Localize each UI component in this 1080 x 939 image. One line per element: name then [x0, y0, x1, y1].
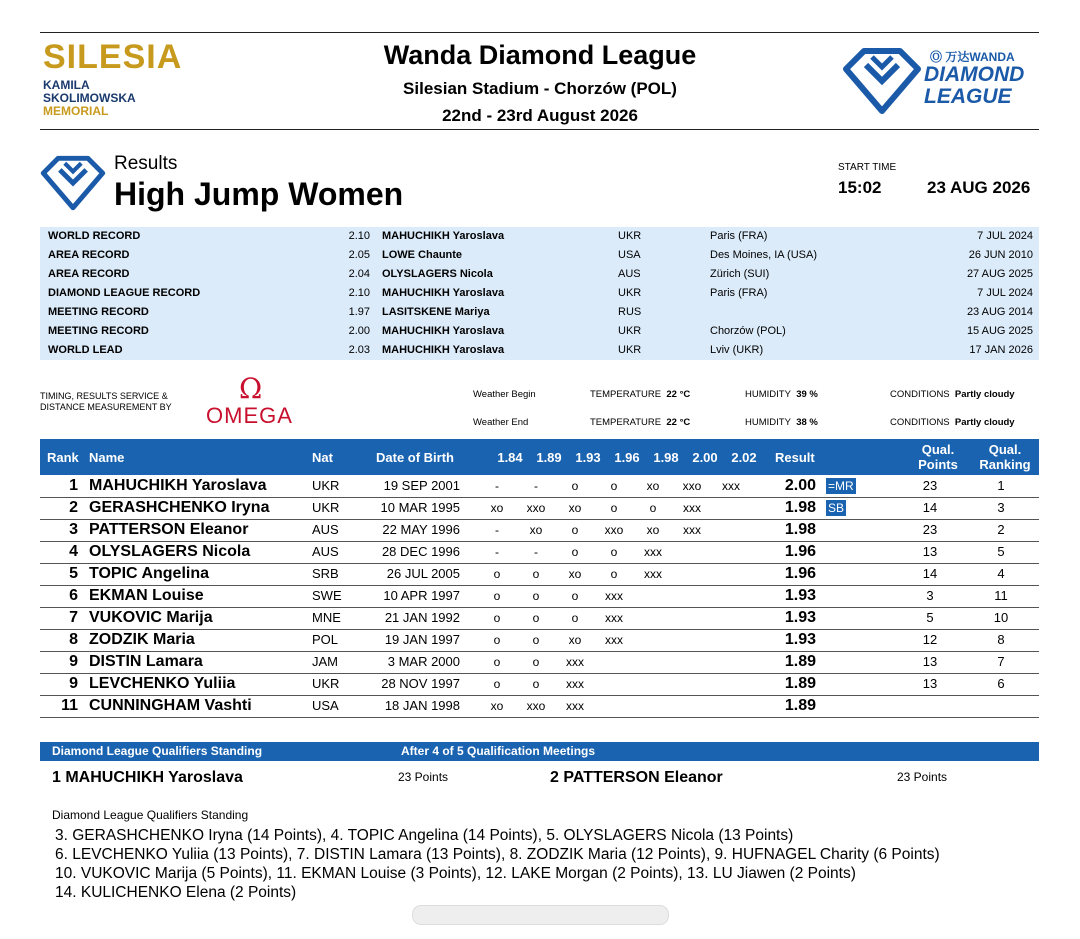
header-height: 1.89	[536, 450, 562, 465]
header-date-of-birth: Date of Birth	[376, 450, 454, 465]
row-nat: SWE	[312, 588, 342, 603]
record-date: 27 AUG 2025	[966, 268, 1033, 280]
header-qual-ranking-line1: Qual.	[988, 442, 1022, 457]
meeting-title: Wanda Diamond League	[383, 40, 697, 70]
temperature-value: 22 °C	[666, 417, 691, 428]
row-rank: 4	[69, 543, 78, 560]
record-date: 15 AUG 2025	[966, 325, 1033, 337]
event-name: High Jump Women	[114, 176, 404, 212]
row-nat: UKR	[312, 676, 340, 691]
row-rank: 1	[69, 477, 78, 494]
record-place: Lviv (UKR)	[710, 344, 764, 356]
row-record-badge: SB	[828, 501, 845, 515]
row-result: 1.89	[784, 675, 816, 692]
silesia-line-1: KAMILA	[43, 78, 90, 92]
record-place: Paris (FRA)	[710, 287, 768, 299]
row-record-badge: =MR	[828, 479, 854, 493]
record-place: Chorzów (POL)	[710, 325, 786, 337]
record-value: 2.10	[348, 230, 370, 242]
row-attempt: o	[532, 677, 540, 691]
row-attempt: xxx	[605, 611, 623, 625]
row-result: 1.96	[784, 543, 816, 560]
record-date: 23 AUG 2014	[966, 306, 1033, 318]
row-qual-points: 12	[922, 632, 938, 647]
row-qual-points: 14	[922, 566, 938, 581]
row-attempt: o	[610, 501, 618, 515]
record-row	[40, 227, 1039, 246]
row-result: 1.93	[784, 631, 816, 648]
row-attempt: o	[493, 633, 501, 647]
conditions-value: Partly cloudy	[954, 417, 1015, 428]
header-result: Result	[775, 450, 815, 465]
omega-logo: OMEGA	[206, 403, 293, 428]
record-place: Zürich (SUI)	[710, 268, 770, 280]
record-name: LASITSKENE Mariya	[382, 306, 490, 318]
record-name: OLYSLAGERS Nicola	[382, 268, 493, 280]
header-height: 2.00	[692, 450, 718, 465]
row-nat: UKR	[312, 478, 340, 493]
row-result: 1.93	[784, 609, 816, 626]
header-qual-points-line2: Points	[918, 457, 958, 472]
row-nat: AUS	[312, 522, 339, 537]
record-nat: AUS	[618, 268, 641, 280]
row-attempt: xxo	[526, 699, 546, 713]
row-athlete-name: EKMAN Louise	[89, 587, 204, 604]
row-date-of-birth: 10 MAR 1995	[380, 500, 460, 515]
row-rank: 8	[69, 631, 78, 648]
row-qual-points: 3	[926, 588, 934, 603]
row-attempt: o	[610, 545, 618, 559]
row-attempt: o	[532, 611, 540, 625]
record-row	[40, 265, 1039, 284]
row-attempt: -	[495, 523, 499, 537]
standings-line: 6. LEVCHENKO Yuliia (13 Points), 7. DISTIN Lamara (13 Points), 8. ZODZIK Maria (12 Points), 9. HUFNAGEL Charity (6 Points)	[55, 846, 940, 863]
record-nat: RUS	[618, 306, 642, 318]
table-row	[40, 497, 1039, 520]
row-attempt: xo	[490, 699, 504, 713]
weather-begin-humidity	[745, 389, 818, 400]
row-attempt: o	[493, 589, 501, 603]
row-attempt: o	[493, 567, 501, 581]
humidity-label: HUMIDITY	[745, 417, 791, 428]
row-result: 2.00	[784, 477, 816, 494]
record-label: MEETING RECORD	[48, 306, 149, 318]
row-nat: JAM	[312, 654, 338, 669]
header-height: 1.84	[497, 450, 523, 465]
row-attempt: o	[571, 611, 579, 625]
row-nat: AUS	[312, 544, 339, 559]
row-attempt: xxx	[722, 479, 740, 493]
table-row	[40, 541, 1039, 564]
wanda-brand: Ⓞ 万达WANDA	[930, 50, 1015, 64]
row-rank: 2	[69, 499, 78, 516]
weather-end-temperature	[590, 417, 690, 428]
header-qual-ranking	[972, 442, 1038, 472]
row-attempt: o	[571, 479, 579, 493]
humidity-value: 38 %	[796, 417, 818, 428]
weather-begin-conditions	[890, 389, 1015, 400]
row-qual-ranking: 11	[994, 588, 1008, 603]
row-attempt: o	[610, 479, 618, 493]
row-qual-points: 14	[922, 500, 938, 515]
row-athlete-name: OLYSLAGERS Nicola	[89, 543, 251, 560]
row-date-of-birth: 18 JAN 1998	[384, 698, 460, 713]
row-attempt: -	[495, 479, 499, 493]
row-attempt: o	[493, 655, 501, 669]
diamond-league-logo-icon	[842, 47, 922, 115]
row-qual-points: 13	[922, 544, 938, 559]
row-qual-ranking: 1	[997, 478, 1005, 493]
row-result: 1.98	[784, 499, 816, 516]
row-date-of-birth: 26 JUL 2005	[386, 566, 460, 581]
row-attempt: o	[532, 567, 540, 581]
record-date: 26 JUN 2010	[968, 249, 1033, 261]
standings-bar-title: Diamond League Qualifiers Standing	[52, 744, 263, 758]
row-attempt: xxx	[605, 589, 623, 603]
row-attempt: o	[493, 677, 501, 691]
row-date-of-birth: 21 JAN 1992	[384, 610, 460, 625]
record-label: AREA RECORD	[48, 268, 130, 280]
record-value: 2.10	[348, 287, 370, 299]
record-name: MAHUCHIKH Yaroslava	[382, 287, 505, 299]
record-label: DIAMOND LEAGUE RECORD	[48, 287, 201, 299]
row-attempt: xxx	[683, 523, 701, 537]
row-attempt: xxo	[526, 501, 546, 515]
temperature-value: 22 °C	[666, 389, 691, 400]
table-row	[40, 475, 1039, 498]
row-attempt: xo	[646, 479, 660, 493]
header-height: 1.93	[575, 450, 601, 465]
row-qual-points: 13	[922, 676, 938, 691]
weather-begin-temperature	[590, 389, 690, 400]
record-value: 2.03	[348, 344, 370, 356]
weather-end-humidity	[745, 417, 818, 428]
conditions-label: CONDITIONS	[890, 417, 950, 428]
standings-bar-after: After 4 of 5 Qualification Meetings	[401, 744, 596, 758]
row-rank: 7	[69, 609, 78, 626]
row-nat: SRB	[312, 566, 339, 581]
table-row	[40, 629, 1039, 652]
header-qual-ranking-line2: Ranking	[979, 457, 1031, 472]
record-name: MAHUCHIKH Yaroslava	[382, 325, 505, 337]
conditions-label: CONDITIONS	[890, 389, 950, 400]
row-attempt: xxx	[566, 699, 584, 713]
record-place: Des Moines, IA (USA)	[710, 249, 817, 261]
table-row	[40, 607, 1039, 630]
row-attempt: o	[493, 611, 501, 625]
row-rank: 11	[61, 697, 78, 714]
row-date-of-birth: 3 MAR 2000	[387, 654, 460, 669]
record-name: MAHUCHIKH Yaroslava	[382, 344, 505, 356]
row-qual-ranking: 3	[997, 500, 1005, 515]
row-attempt: xo	[646, 523, 660, 537]
standings-list	[55, 826, 940, 902]
dl-word-1: DIAMOND	[924, 63, 1025, 86]
header-rank: Rank	[47, 450, 79, 465]
row-date-of-birth: 10 APR 1997	[383, 588, 460, 603]
table-row	[40, 563, 1039, 586]
record-date: 7 JUL 2024	[977, 230, 1033, 242]
meeting-venue: Silesian Stadium - Chorzów (POL)	[403, 79, 677, 98]
row-athlete-name: PATTERSON Eleanor	[89, 521, 249, 538]
row-date-of-birth: 19 SEP 2001	[383, 478, 460, 493]
weather-end-label: Weather End	[473, 417, 529, 428]
row-athlete-name: MAHUCHIKH Yaroslava	[89, 477, 267, 494]
dl-word-2: LEAGUE	[924, 85, 1012, 108]
silesia-line-2: SKOLIMOWSKA	[43, 91, 136, 105]
row-attempt: xxo	[604, 523, 624, 537]
standings-label: Diamond League Qualifiers Standing	[52, 808, 249, 822]
row-result: 1.98	[784, 521, 816, 538]
row-attempt: xxx	[566, 655, 584, 669]
row-attempt: xxx	[644, 567, 662, 581]
row-date-of-birth: 22 MAY 1996	[382, 522, 460, 537]
row-attempt: -	[495, 545, 499, 559]
record-label: WORLD LEAD	[48, 344, 123, 356]
table-row	[40, 519, 1039, 542]
record-name: LOWE Chaunte	[382, 249, 463, 261]
record-place: Paris (FRA)	[710, 230, 768, 242]
row-qual-ranking: 8	[997, 632, 1005, 647]
row-attempt: o	[649, 501, 657, 515]
results-table-header	[40, 439, 1039, 475]
row-attempt: xo	[529, 523, 543, 537]
record-row	[40, 246, 1039, 265]
table-row	[40, 695, 1039, 718]
row-attempt: -	[534, 479, 538, 493]
standing-second-points: 23 Points	[897, 770, 948, 784]
conditions-value: Partly cloudy	[954, 389, 1015, 400]
record-nat: UKR	[618, 287, 642, 299]
record-value: 2.05	[348, 249, 370, 261]
row-attempt: xxx	[644, 545, 662, 559]
row-date-of-birth: 28 NOV 1997	[381, 676, 460, 691]
record-row	[40, 341, 1039, 360]
header-qual-points	[908, 442, 968, 472]
row-qual-ranking: 5	[997, 544, 1005, 559]
row-qual-ranking: 2	[997, 522, 1005, 537]
record-name: MAHUCHIKH Yaroslava	[382, 230, 505, 242]
row-attempt: o	[532, 633, 540, 647]
omega-symbol-icon: Ω	[239, 372, 263, 405]
row-qual-ranking: 6	[997, 676, 1005, 691]
top-rule	[40, 32, 1039, 33]
row-qual-points: 13	[922, 654, 938, 669]
row-attempt: xo	[568, 567, 582, 581]
row-attempt: o	[571, 589, 579, 603]
record-nat: UKR	[618, 325, 642, 337]
record-row	[40, 322, 1039, 341]
row-athlete-name: LEVCHENKO Yuliia	[89, 675, 236, 692]
row-rank: 3	[69, 521, 78, 538]
start-time: 15:02	[838, 178, 882, 197]
record-label: MEETING RECORD	[48, 325, 149, 337]
record-date: 17 JAN 2026	[969, 344, 1033, 356]
start-time-label: START TIME	[838, 162, 897, 173]
header-name: Name	[89, 450, 125, 465]
record-value: 1.97	[348, 306, 370, 318]
row-attempt: xxx	[683, 501, 701, 515]
record-label: WORLD RECORD	[48, 230, 141, 242]
diamond-league-wordmark	[924, 64, 1024, 108]
row-attempt: xxx	[605, 633, 623, 647]
temperature-label: TEMPERATURE	[590, 389, 662, 400]
row-athlete-name: GERASHCHENKO Iryna	[89, 499, 270, 516]
standings-line: 14. KULICHENKO Elena (2 Points)	[55, 884, 297, 901]
weather-end-conditions	[890, 417, 1015, 428]
timing-credit	[40, 391, 172, 413]
record-row	[40, 284, 1039, 303]
row-nat: MNE	[312, 610, 341, 625]
row-result: 1.89	[784, 653, 816, 670]
humidity-value: 39 %	[796, 389, 818, 400]
silesia-logo-word: SILESIA	[43, 38, 183, 76]
diamond-icon	[40, 155, 106, 211]
temperature-label: TEMPERATURE	[590, 417, 662, 428]
row-nat: UKR	[312, 500, 340, 515]
header-bottom-rule	[40, 129, 1039, 130]
record-value: 2.00	[348, 325, 370, 337]
record-nat: UKR	[618, 230, 642, 242]
header-qual-points-line1: Qual.	[921, 442, 955, 457]
row-qual-ranking: 7	[997, 654, 1005, 669]
record-row	[40, 303, 1039, 322]
table-row	[40, 673, 1039, 696]
standings-line: 3. GERASHCHENKO Iryna (14 Points), 4. TOPIC Angelina (14 Points), 5. OLYSLAGERS Nicola (13 Points)	[55, 827, 794, 844]
record-nat: USA	[618, 249, 641, 261]
row-attempt: o	[610, 567, 618, 581]
row-athlete-name: DISTIN Lamara	[89, 653, 203, 670]
table-row	[40, 585, 1039, 608]
row-qual-points: 5	[926, 610, 934, 625]
row-rank: 9	[69, 653, 78, 670]
row-qual-ranking: 4	[997, 566, 1005, 581]
horizontal-scrollbar[interactable]	[412, 905, 669, 925]
humidity-label: HUMIDITY	[745, 389, 791, 400]
row-result: 1.89	[784, 697, 816, 714]
row-attempt: -	[534, 545, 538, 559]
header-height: 1.98	[653, 450, 679, 465]
results-label: Results	[114, 153, 178, 174]
row-date-of-birth: 19 JAN 1997	[384, 632, 460, 647]
standing-second: 2 PATTERSON Eleanor	[550, 769, 723, 786]
record-value: 2.04	[348, 268, 370, 280]
record-date: 7 JUL 2024	[977, 287, 1033, 299]
standings-bar	[40, 742, 1039, 761]
silesia-line-3: MEMORIAL	[43, 104, 109, 118]
weather-begin-label: Weather Begin	[473, 389, 536, 400]
row-attempt: xo	[568, 501, 582, 515]
record-nat: UKR	[618, 344, 642, 356]
row-attempt: o	[571, 523, 579, 537]
row-athlete-name: VUKOVIC Marija	[89, 609, 213, 626]
standings-line: 10. VUKOVIC Marija (5 Points), 11. EKMAN Louise (3 Points), 12. LAKE Morgan (2 Points), 13. LU Jiawen (2 Points)	[55, 865, 856, 882]
timing-line-1: TIMING, RESULTS SERVICE &	[40, 391, 168, 401]
row-athlete-name: ZODZIK Maria	[89, 631, 195, 648]
records-panel	[40, 227, 1039, 360]
timing-line-2: DISTANCE MEASUREMENT BY	[40, 402, 172, 412]
table-row	[40, 651, 1039, 674]
row-qual-points: 23	[922, 522, 938, 537]
row-date-of-birth: 28 DEC 1996	[381, 544, 460, 559]
row-attempt: o	[532, 655, 540, 669]
row-rank: 9	[69, 675, 78, 692]
row-attempt: xxx	[566, 677, 584, 691]
row-rank: 5	[69, 565, 78, 582]
standing-first-points: 23 Points	[398, 770, 449, 784]
row-attempt: xo	[490, 501, 504, 515]
meeting-dates: 22nd - 23rd August 2026	[442, 106, 638, 125]
row-attempt: xo	[568, 633, 582, 647]
row-athlete-name: TOPIC Angelina	[89, 565, 210, 582]
row-attempt: o	[571, 545, 579, 559]
row-athlete-name: CUNNINGHAM Vashti	[89, 697, 252, 714]
standing-first: 1 MAHUCHIKH Yaroslava	[52, 769, 243, 786]
row-attempt: xxo	[682, 479, 702, 493]
row-nat: POL	[312, 632, 339, 647]
header-height: 2.02	[731, 450, 757, 465]
event-date: 23 AUG 2026	[927, 178, 1031, 197]
record-label: AREA RECORD	[48, 249, 130, 261]
header-nat: Nat	[312, 450, 333, 465]
header-height: 1.96	[614, 450, 640, 465]
row-qual-points: 23	[922, 478, 938, 493]
row-rank: 6	[69, 587, 78, 604]
row-attempt: o	[532, 589, 540, 603]
row-nat: USA	[312, 698, 339, 713]
row-result: 1.96	[784, 565, 816, 582]
row-qual-ranking: 10	[993, 610, 1009, 625]
row-result: 1.93	[784, 587, 816, 604]
